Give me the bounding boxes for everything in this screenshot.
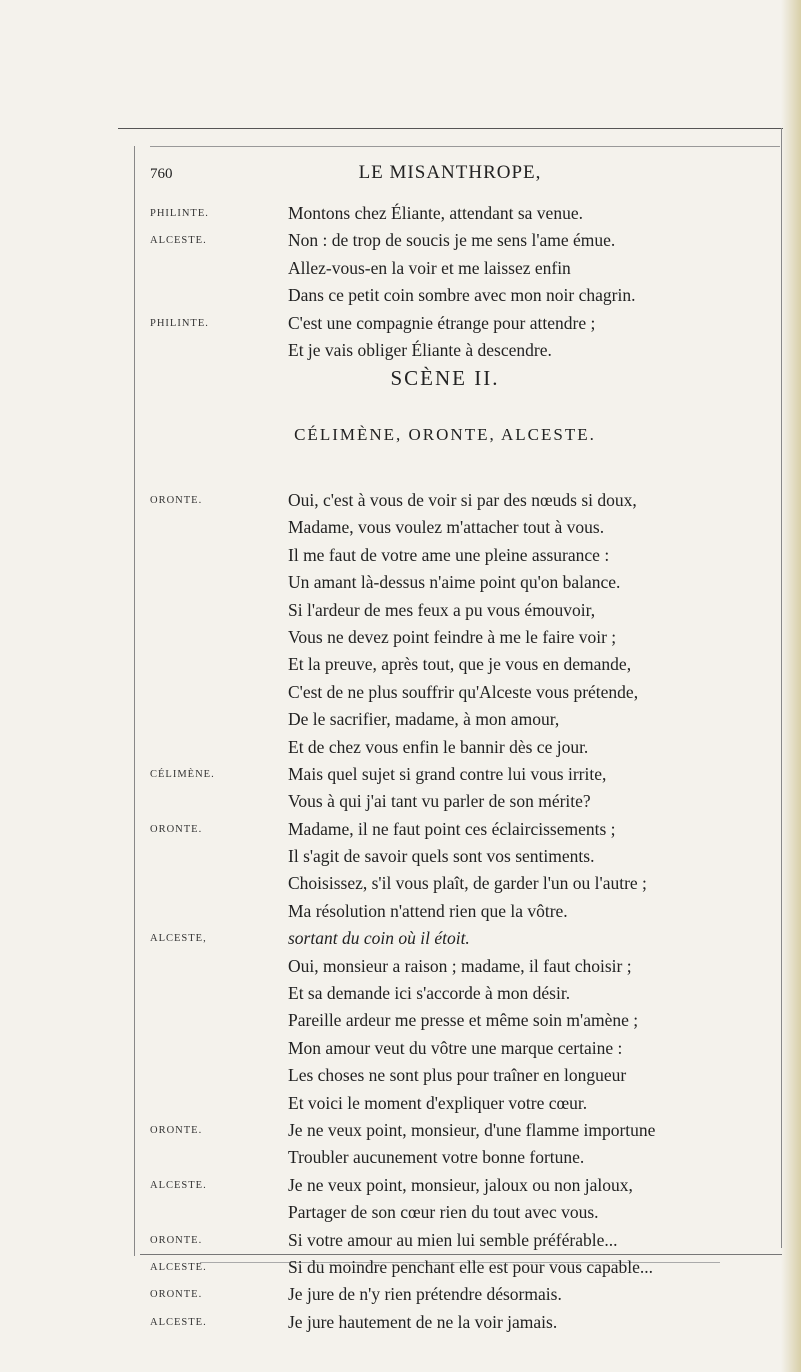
- verse-text: Et la preuve, après tout, que je vous en demande,: [288, 654, 632, 675]
- verse-line: [150, 734, 790, 761]
- verse-line: [150, 706, 790, 733]
- speaker-name: ALCESTE.: [150, 1316, 207, 1328]
- verse-text: Il me faut de votre ame une pleine assurance :: [288, 544, 610, 565]
- speaker-name: ORONTE.: [150, 495, 203, 506]
- running-title: LE MISANTHROPE,: [358, 162, 542, 183]
- verse-line: [150, 514, 790, 541]
- verse-line: [150, 651, 790, 678]
- verse-line: [150, 1254, 790, 1281]
- verse-line: [150, 898, 790, 925]
- verse-text: Je ne veux point, monsieur, jaloux ou non jaloux,: [288, 1174, 633, 1195]
- verse-line: [150, 1281, 790, 1308]
- verse-line: [150, 788, 790, 815]
- verse-line: [150, 1090, 790, 1117]
- verse-text: Allez-vous-en la voir et me laissez enfin: [288, 257, 571, 278]
- verse-text: Vous ne devez point feindre à me le faire voir ;: [288, 626, 617, 647]
- verse-text: De le sacrifier, madame, à mon amour,: [288, 709, 560, 730]
- verse-line: [150, 1172, 790, 1199]
- verse-text: Il s'agit de savoir quels sont vos sentiments.: [288, 846, 595, 867]
- verse-line: [150, 1309, 790, 1336]
- speaker-name: ORONTE.: [150, 1289, 203, 1301]
- verse-line: [150, 227, 790, 254]
- verse-line: [150, 1199, 790, 1226]
- frame-rule-top: [118, 128, 783, 129]
- verse-line: [150, 953, 790, 980]
- dialogue-block-two: [150, 487, 790, 1336]
- verse-line: [150, 1144, 790, 1171]
- verse-line: [150, 1117, 790, 1144]
- speaker-name: ORONTE.: [150, 1234, 203, 1246]
- verse-text: Troubler aucunement votre bonne fortune.: [288, 1147, 585, 1168]
- speaker-name: ALCESTE.: [150, 235, 207, 247]
- verse-line: [150, 870, 790, 897]
- verse-line: [150, 255, 790, 282]
- verse-text: Choisissez, s'il vous plaît, de garder l'un ou l'autre ;: [288, 873, 647, 894]
- page-header: [150, 162, 770, 190]
- verse-line: [150, 310, 790, 337]
- speaker-name: CÉLIMÈNE.: [150, 768, 215, 780]
- verse-line: [150, 624, 790, 651]
- speaker-name: PHILINTE.: [150, 208, 209, 219]
- verse-text: Un amant là-dessus n'aime point qu'on balance.: [288, 572, 621, 593]
- verse-text: Je jure de n'y rien prétendre désormais.: [288, 1284, 562, 1305]
- verse-line: [150, 1227, 790, 1254]
- speaker-name: ORONTE.: [150, 823, 203, 835]
- verse-text: Si votre amour au mien lui semble préférable...: [288, 1229, 618, 1250]
- verse-text: Et je vais obliger Éliante à descendre.: [288, 339, 552, 360]
- frame-rule-left: [134, 146, 135, 1256]
- verse-line: [150, 679, 790, 706]
- verse-text: Mais quel sujet si grand contre lui vous irrite,: [288, 763, 607, 784]
- verse-line: [150, 542, 790, 569]
- verse-text: Oui, c'est à vous de voir si par des nœuds si doux,: [288, 490, 637, 510]
- verse-line: [150, 200, 790, 227]
- frame-rule-top-inner: [150, 146, 780, 147]
- verse-line: [150, 1007, 790, 1034]
- stage-direction: sortant du coin où il étoit.: [288, 928, 470, 949]
- verse-text: Non : de trop de soucis je me sens l'ame émue.: [288, 230, 616, 251]
- verse-text: C'est une compagnie étrange pour attendre ;: [288, 312, 596, 333]
- verse-line: [150, 487, 790, 514]
- verse-text: C'est de ne plus souffrir qu'Alceste vous prétende,: [288, 681, 639, 702]
- speaker-name: ORONTE.: [150, 1124, 203, 1136]
- scene-characters: CÉLIMÈNE, ORONTE, ALCESTE.: [294, 425, 596, 444]
- verse-text: Madame, vous voulez m'attacher tout à vous.: [288, 517, 605, 538]
- speaker-name: PHILINTE.: [150, 317, 209, 329]
- verse-text: Vous à qui j'ai tant vu parler de son mérite?: [288, 791, 591, 812]
- scene-title: SCÈNE II.: [390, 366, 500, 390]
- verse-line: [150, 816, 790, 843]
- verse-text: Montons chez Éliante, attendant sa venue.: [288, 203, 583, 223]
- verse-text: Je jure hautement de ne la voir jamais.: [288, 1311, 558, 1332]
- verse-line: [150, 569, 790, 596]
- verse-text: Oui, monsieur a raison ; madame, il faut choisir ;: [288, 955, 632, 976]
- verse-text: Pareille ardeur me presse et même soin m'amène ;: [288, 1010, 639, 1031]
- verse-line: [150, 843, 790, 870]
- verse-text: Partager de son cœur rien du tout avec vous.: [288, 1202, 599, 1223]
- speaker-name: ALCESTE,: [150, 933, 207, 945]
- verse-line: [150, 980, 790, 1007]
- verse-line: [150, 1062, 790, 1089]
- verse-text: Si du moindre penchant elle est pour vous capable...: [288, 1256, 653, 1277]
- verse-text: Les choses ne sont plus pour traîner en longueur: [288, 1065, 627, 1086]
- verse-text: Et de chez vous enfin le bannir dès ce jour.: [288, 736, 589, 757]
- verse-text: Si l'ardeur de mes feux a pu vous émouvoir,: [288, 599, 596, 620]
- verse-text: Je ne veux point, monsieur, d'une flamme importune: [288, 1119, 656, 1140]
- verse-text: Ma résolution n'attend rien que la vôtre.: [288, 900, 568, 921]
- speaker-name: ALCESTE.: [150, 1261, 207, 1273]
- verse-line: [150, 761, 790, 788]
- verse-text: Et sa demande ici s'accorde à mon désir.: [288, 983, 571, 1004]
- speaker-name: ALCESTE.: [150, 1179, 207, 1191]
- verse-line: [150, 337, 790, 364]
- verse-line: [150, 282, 790, 309]
- verse-text: Et voici le moment d'expliquer votre cœur.: [288, 1092, 588, 1113]
- dialogue-block-one: [150, 200, 790, 364]
- verse-line: [150, 925, 790, 952]
- verse-line: [150, 597, 790, 624]
- verse-text: Madame, il ne faut point ces éclaircissements ;: [288, 818, 616, 839]
- verse-text: Dans ce petit coin sombre avec mon noir chagrin.: [288, 285, 636, 306]
- verse-text: Mon amour veut du vôtre une marque certaine :: [288, 1037, 623, 1058]
- page-number: 760: [150, 166, 173, 182]
- verse-line: [150, 1035, 790, 1062]
